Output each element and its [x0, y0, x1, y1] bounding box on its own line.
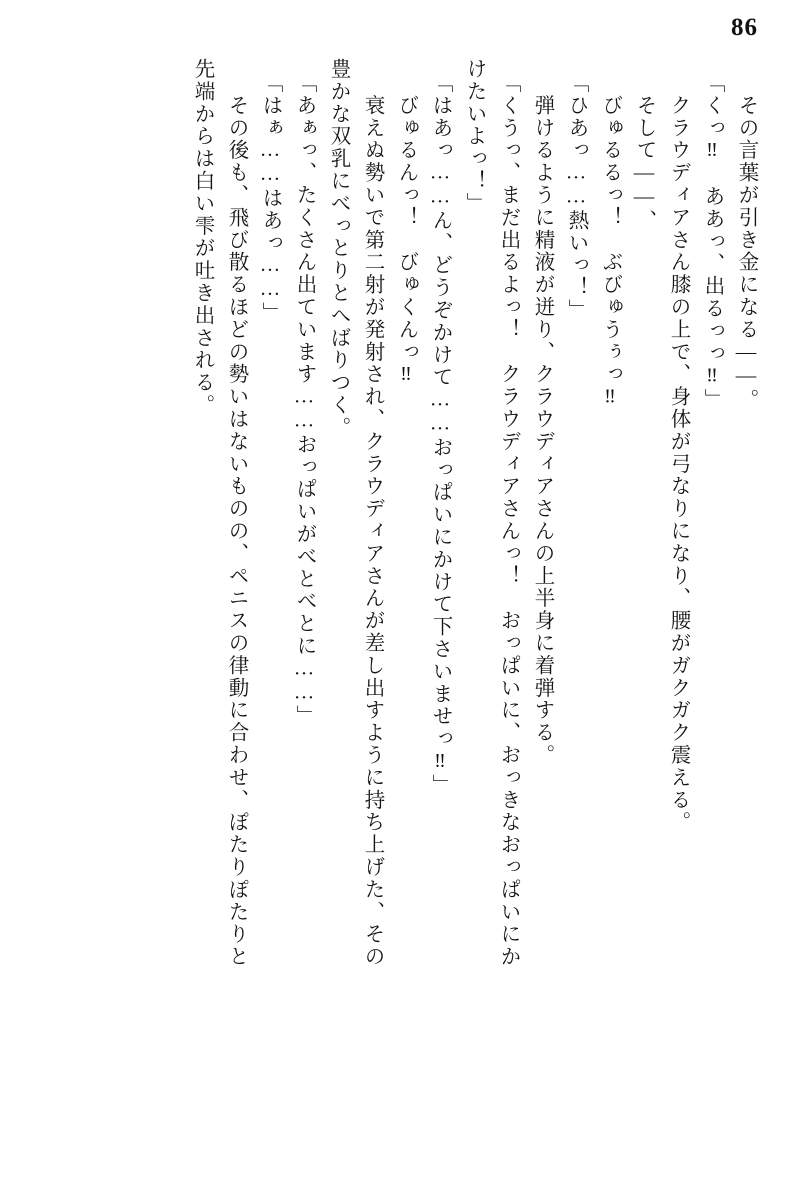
text-column: 「はぁ……はあっ……」	[259, 72, 281, 325]
text-column: 弾けるように精液が迸り、クラウディアさんの上半身に着弾する。	[531, 72, 553, 767]
text-column: けたいよっ！」	[463, 58, 485, 215]
text-column: びゅるんっ！ びゅくんっ‼	[395, 72, 417, 388]
text-column: 「はあっ……ん、どうぞかけて……おっぱいにかけて下さいませっ‼」	[429, 72, 451, 797]
page-number: 86	[731, 14, 758, 41]
text-column: 「あぁっ、たくさん出ています……おっぱいがべとべとに……」	[293, 72, 315, 728]
text-column: 先端からは白い雫が吐き出される。	[191, 58, 213, 417]
text-column: クラウディアさん膝の上で、身体が弓なりになり、腰がガクガク震える。	[667, 72, 689, 834]
text-column: そして――、	[633, 72, 655, 232]
text-column: 「くうっ、まだ出るよっ！ クラウディアさんっ！ おっぱいに、おっきなおっぱいにか	[497, 72, 519, 968]
text-column: 「くっ‼ ああっ、出るっっ‼」	[701, 72, 723, 411]
vertical-text-block	[46, 58, 756, 1174]
text-column: 豊かな双乳にべっとりとへばりつく。	[327, 58, 349, 439]
text-column: その言葉が引き金になる――。	[735, 72, 757, 411]
text-column: 「ひあっ……熱いっ！」	[565, 72, 587, 322]
text-column: びゅるるっ！ ぶびゅうぅっ‼	[599, 72, 621, 410]
text-column: その後も、飛び散るほどの勢いはないものの、ペニスの律動に合わせ、ぽたりぽたりと	[225, 72, 247, 968]
text-column: 衰えぬ勢いで第二射が発射され、クラウディアさんが差し出すように持ち上げた、その	[361, 72, 383, 968]
